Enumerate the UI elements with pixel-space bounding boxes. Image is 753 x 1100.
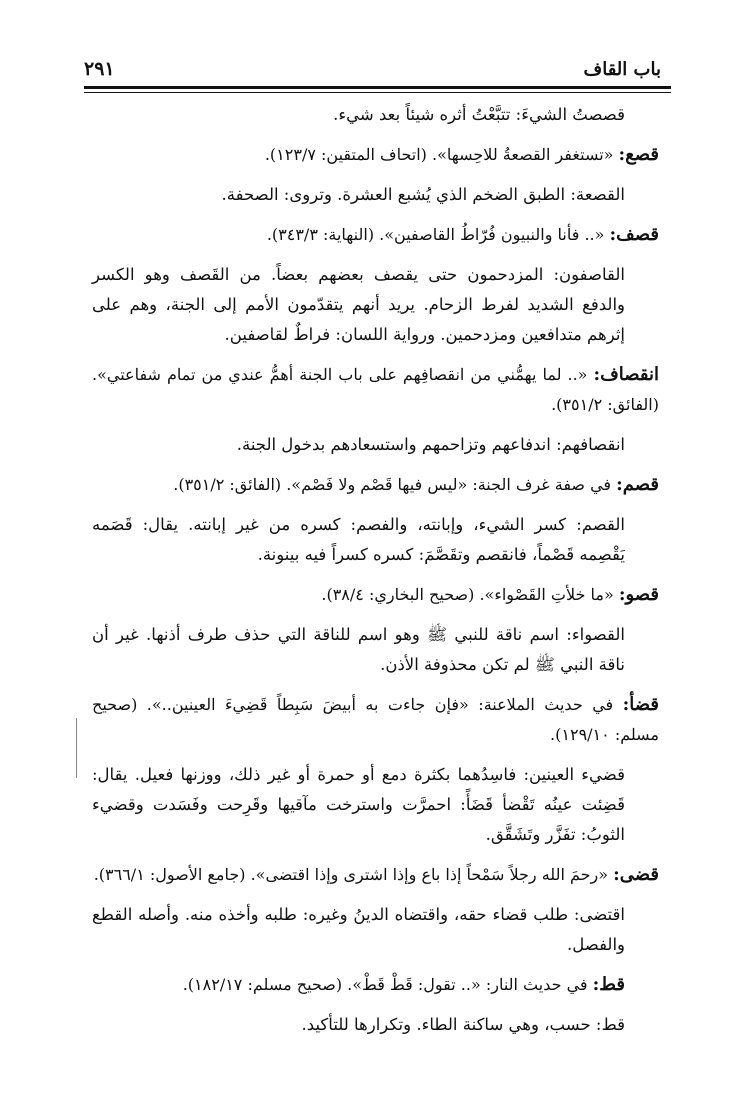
entry-quote: «رحمَ الله رجلاً سَمْحاً إذا باع وإذا اشترى وإذا اقتضى». (جامع الأصول: ٣٦٦/١). <box>93 865 614 884</box>
definition-paragraph: القصواء: اسم ناقة للنبي ﷺ وهو اسم للناقة التي حذف طرف أذنها. غير أن ناقة النبي ﷺ لم تكن محذوفة الأذن. <box>92 625 625 674</box>
entry-quote: في حديث الملاعنة: «فإن جاءت به أبيضَ سَبِطاً قَضِيءَ العينين..». (صحيح مسلم: ١٢٩/١٠). <box>92 695 659 744</box>
page-header <box>84 52 661 86</box>
entry-headword: قضأ: <box>622 694 659 715</box>
entry-paragraph <box>92 970 659 1000</box>
entry-paragraph <box>92 360 659 420</box>
definition-paragraph: القصم: كسر الشيء، وإبانته، والفصم: كسره من غير إبانته. يقال: قَصَمه يَقْصِمه قَصْماً، فانقصم وتقَصَّمَ: كسره كسراً فيه بينونة. <box>92 515 625 564</box>
entry-paragraph <box>92 140 659 170</box>
definition-paragraph: القاصفون: المزدحمون حتى يقصف بعضهم بعضاً. من القَصف وهو الكسر والدفع الشديد لفرط الزحام. يريد أنهم يتقدّمون الأمم إلى الجنة، وهم على إثرهم متدافعين ومزدحمين. ورواية اللسان: فراطٌ لقاصفين. <box>92 265 625 344</box>
definition-paragraph: قصصتُ الشيءَ: تتبَّعْتُ أثره شيئاً بعد شيء. <box>333 105 625 124</box>
definition-paragraph: قضيء العينين: فاسِدُهما بكثرة دمع أو حمرة أو غير ذلك، ووزنها فعيل. يقال: قَضِئت عينُه تَقْضأ قَضَأً: احمرَّت واسترخت مآقيها وقَرِحت وفَسَدت وقضيء الثوبُ: تفَزَّر وتَشَقَّق. <box>92 765 625 844</box>
definition-paragraph: انقصافهم: اندفاعهم وتزاحمهم واستسعادهم بدخول الجنة. <box>236 435 625 454</box>
entry-headword: قصم: <box>616 474 659 495</box>
header-rule-thin <box>84 92 671 93</box>
definition-paragraph: قط: حسب، وهي ساكنة الطاء. وتكرارها للتأكيد. <box>301 1015 625 1034</box>
entry-headword: قط: <box>592 974 625 995</box>
entry-quote: «تستغفر القصعةُ للاحِسها». (اتحاف المتقين: ١٢٣/٧). <box>264 145 619 164</box>
entry-paragraph <box>92 860 659 890</box>
entry-paragraph <box>92 220 659 250</box>
entry-headword: قصف: <box>609 224 659 245</box>
entry-quote: «.. لما يهمُّني من انقصافِهم على باب الجنة أهمُّ عندي من تمام شفاعتي». (الفائق: ٣٥١/٢). <box>92 365 659 414</box>
page-number: ٢٩١ <box>84 58 115 80</box>
entry-quote: «.. فأنا والنبيون فُرّاطُ القاصفين». (النهاية: ٣٤٣/٣). <box>266 225 610 244</box>
entry-quote: في حديث النار: «.. تقول: قَطْ قَطْ». (صحيح مسلم: ١٨٢/١٧). <box>182 975 593 994</box>
definition-paragraph: القصعة: الطبق الضخم الذي يُشبع العشرة. وتروى: الصحفة. <box>221 185 625 204</box>
entry-paragraph <box>92 690 659 750</box>
entry-headword: قصع: <box>618 144 659 165</box>
definition-paragraph: اقتضى: طلب قضاء حقه، واقتضاه الدينُ وغيره: طلبه وأخذه منه. وأصله القطع والفصل. <box>92 905 625 954</box>
chapter-title: باب القاف <box>583 58 661 80</box>
entry-quote: في صفة غرف الجنة: «ليس فيها قَصْم ولا فَصْم». (الفائق: ٣٥١/٢). <box>173 475 617 494</box>
dictionary-content <box>92 100 659 1050</box>
entry-headword: انقصاف: <box>593 364 659 385</box>
entry-quote: «ما خلأتِ القَصْواء». (صحيح البخاري: ٣٨/٤). <box>321 585 619 604</box>
header-rule-thick <box>84 86 671 89</box>
entry-headword: قصو: <box>618 584 659 605</box>
entry-paragraph <box>92 580 659 610</box>
entry-paragraph <box>92 470 659 500</box>
margin-mark <box>76 718 77 778</box>
entry-headword: قضى: <box>613 864 659 885</box>
